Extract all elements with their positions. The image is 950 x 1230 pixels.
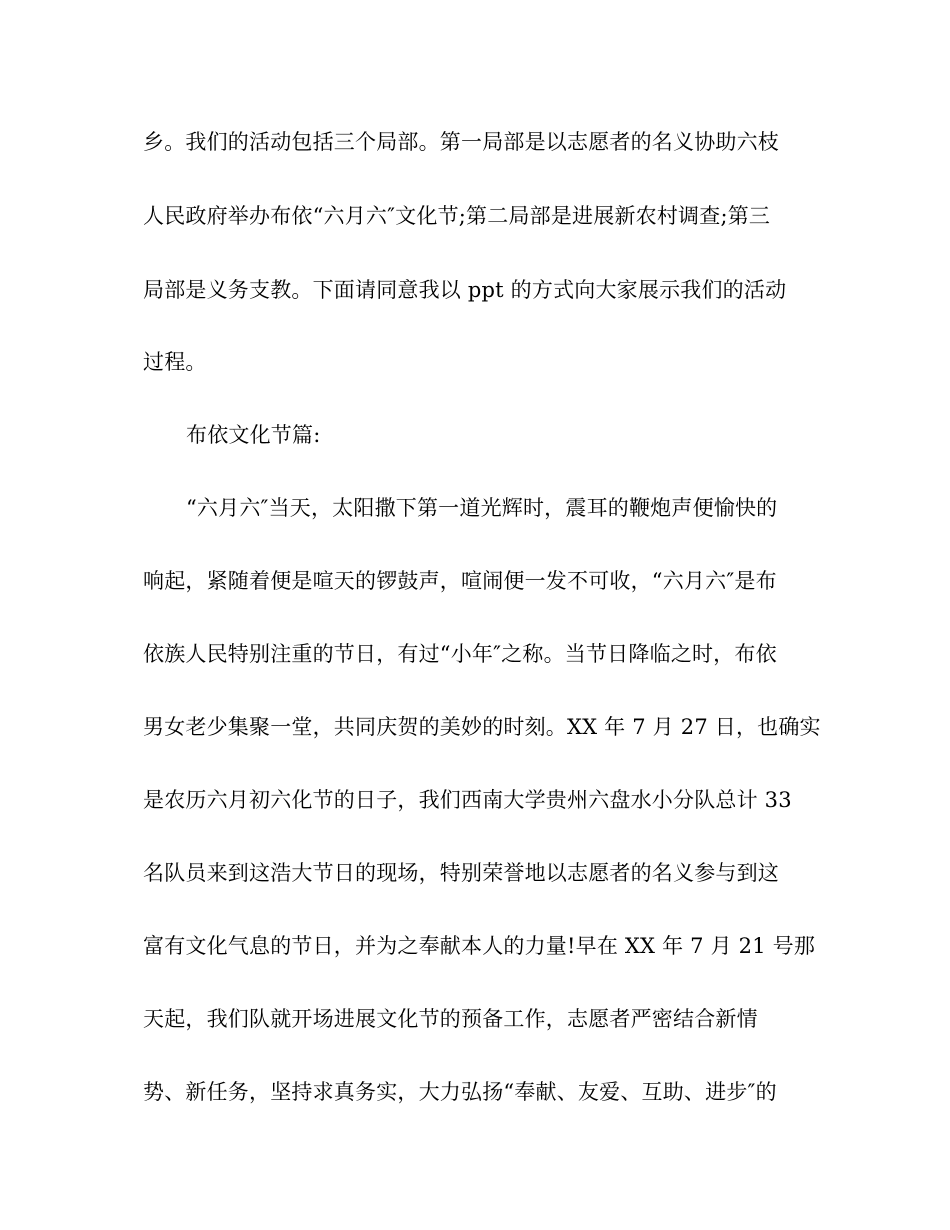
section-heading: 布依文化节篇: xyxy=(186,423,321,447)
text-line-4: 过程。 xyxy=(143,350,207,374)
text-line-6: “六月六″当天，太阳撒下第一道光辉时，震耳的鞭炮声便愉快的 xyxy=(186,496,778,520)
text-line-9: 男女老少集聚一堂，共同庆贺的美妙的时刻。XX 年 7 月 27 日，也确实 xyxy=(143,715,821,739)
text-line-2: 人民政府举办布依“六月六″文化节;第二局部是进展新农村调查;第三 xyxy=(143,204,771,228)
text-line-12: 富有文化气息的节日，并为之奉献本人的力量!早在 XX 年 7 月 21 号那 xyxy=(143,934,816,958)
text-line-13: 天起，我们队就开场进展文化节的预备工作，志愿者严密结合新情 xyxy=(143,1007,758,1031)
text-line-7: 响起，紧随着便是喧天的锣鼓声，喧闹便一发不可收，“六月六″是布 xyxy=(143,569,777,593)
text-line-10: 是农历六月初六化节的日子，我们西南大学贵州六盘水小分队总计 33 xyxy=(143,788,792,812)
text-line-1: 乡。我们的活动包括三个局部。第一局部是以志愿者的名义协助六枝 xyxy=(143,130,779,154)
text-line-11: 名队员来到这浩大节日的现场，特别荣誉地以志愿者的名义参与到这 xyxy=(143,861,779,885)
text-line-8: 依族人民特别注重的节日，有过“小年″之称。当节日降临之时，布依 xyxy=(143,642,777,666)
text-line-14: 势、新任务，坚持求真务实，大力弘扬“奉献、友爱、互助、进步″的 xyxy=(143,1080,777,1104)
text-line-3: 局部是义务支教。下面请同意我以 ppt 的方式向大家展示我们的活动 xyxy=(143,278,787,302)
